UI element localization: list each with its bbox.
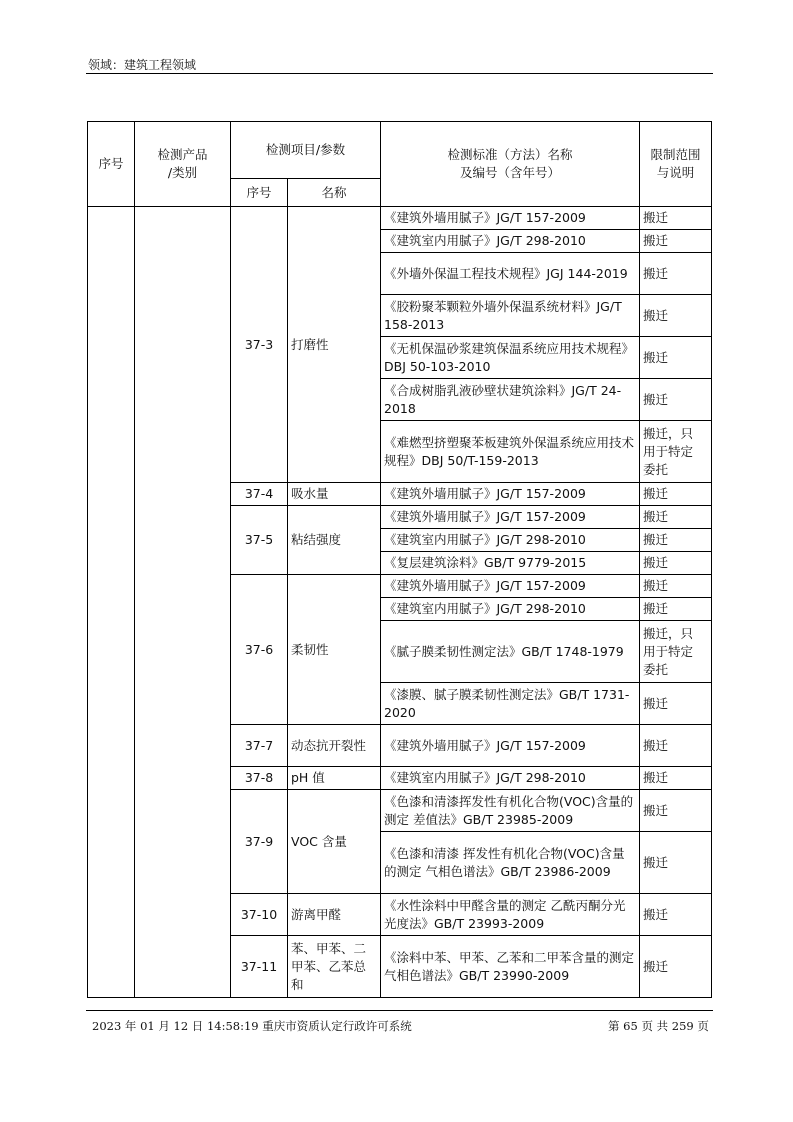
limit-cell: 搬迁 [640,253,712,295]
footer-rule [86,1010,713,1011]
page-header-domain: 领域：建筑工程领域 [88,58,197,72]
limit-cell: 搬迁，只 用于特定 委托 [640,621,712,683]
standard-cell: 《胶粉聚苯颗粒外墙外保温系统材料》JG/T 158-2013 [381,295,640,337]
head-item-name: 名称 [288,179,381,207]
standard-cell: 《色漆和清漆 挥发性有机化合物(VOC)含量的测定 气相色谱法》GB/T 23986-2009 [381,832,640,894]
standard-cell: 《涂料中苯、甲苯、乙苯和二甲苯含量的测定 气相色谱法》GB/T 23990-2009 [381,936,640,998]
head-seq: 序号 [88,122,135,207]
item-name: 吸水量 [288,483,381,506]
standard-cell: 《合成树脂乳液砂壁状建筑涂料》JG/T 24-2018 [381,379,640,421]
item-seq: 37-9 [231,790,288,894]
cell-seq-empty [88,207,135,998]
head-limit: 限制范围 与说明 [640,122,712,207]
standard-cell: 《水性涂料中甲醛含量的测定 乙酰丙酮分光光度法》GB/T 23993-2009 [381,894,640,936]
limit-cell: 搬迁，只 用于特定 委托 [640,421,712,483]
limit-cell: 搬迁 [640,598,712,621]
standard-cell: 《漆膜、腻子膜柔韧性测定法》GB/T 1731-2020 [381,683,640,725]
item-name: 游离甲醛 [288,894,381,936]
item-name: 苯、甲苯、二甲苯、乙苯总和 [288,936,381,998]
standard-cell: 《建筑室内用腻子》JG/T 298-2010 [381,598,640,621]
item-name: 打磨性 [288,207,381,483]
standard-cell: 《建筑外墙用腻子》JG/T 157-2009 [381,725,640,767]
limit-cell: 搬迁 [640,552,712,575]
header-rule [86,73,713,74]
limit-cell: 搬迁 [640,790,712,832]
head-item-group: 检测项目/参数 [231,122,381,179]
limit-cell: 搬迁 [640,575,712,598]
inspection-table [87,121,712,998]
item-seq: 37-7 [231,725,288,767]
item-seq: 37-3 [231,207,288,483]
item-name: 动态抗开裂性 [288,725,381,767]
limit-cell: 搬迁 [640,337,712,379]
limit-cell: 搬迁 [640,725,712,767]
standard-cell: 《外墙外保温工程技术规程》JGJ 144-2019 [381,253,640,295]
limit-cell: 搬迁 [640,936,712,998]
item-seq: 37-6 [231,575,288,725]
limit-cell: 搬迁 [640,506,712,529]
item-seq: 37-8 [231,767,288,790]
standard-cell: 《腻子膜柔韧性测定法》GB/T 1748-1979 [381,621,640,683]
standard-cell: 《难燃型挤塑聚苯板建筑外保温系统应用技术规程》DBJ 50/T-159-2013 [381,421,640,483]
limit-cell: 搬迁 [640,379,712,421]
standard-cell: 《建筑外墙用腻子》JG/T 157-2009 [381,483,640,506]
footer-timestamp: 2023 年 01 月 12 日 14:58:19 重庆市资质认定行政许可系统 [92,1019,412,1033]
item-name: 粘结强度 [288,506,381,575]
item-name: 柔韧性 [288,575,381,725]
limit-cell: 搬迁 [640,230,712,253]
item-name: pH 值 [288,767,381,790]
head-item-seq: 序号 [231,179,288,207]
limit-cell: 搬迁 [640,767,712,790]
limit-cell: 搬迁 [640,483,712,506]
item-name: VOC 含量 [288,790,381,894]
item-seq: 37-10 [231,894,288,936]
head-standard: 检测标准（方法）名称 及编号（含年号） [381,122,640,207]
cell-category-empty [135,207,231,998]
limit-cell: 搬迁 [640,683,712,725]
item-seq: 37-11 [231,936,288,998]
item-seq: 37-5 [231,506,288,575]
limit-cell: 搬迁 [640,207,712,230]
standard-cell: 《建筑室内用腻子》JG/T 298-2010 [381,767,640,790]
limit-cell: 搬迁 [640,894,712,936]
standard-cell: 《建筑室内用腻子》JG/T 298-2010 [381,230,640,253]
standard-cell: 《建筑外墙用腻子》JG/T 157-2009 [381,575,640,598]
standard-cell: 《色漆和清漆挥发性有机化合物(VOC)含量的测定 差值法》GB/T 23985-2009 [381,790,640,832]
limit-cell: 搬迁 [640,295,712,337]
limit-cell: 搬迁 [640,529,712,552]
standard-cell: 《建筑外墙用腻子》JG/T 157-2009 [381,506,640,529]
standard-cell: 《复层建筑涂料》GB/T 9779-2015 [381,552,640,575]
standard-cell: 《无机保温砂浆建筑保温系统应用技术规程》DBJ 50-103-2010 [381,337,640,379]
footer-page-number: 第 65 页 共 259 页 [608,1019,709,1033]
item-seq: 37-4 [231,483,288,506]
head-category: 检测产品 /类别 [135,122,231,207]
standard-cell: 《建筑外墙用腻子》JG/T 157-2009 [381,207,640,230]
standard-cell: 《建筑室内用腻子》JG/T 298-2010 [381,529,640,552]
limit-cell: 搬迁 [640,832,712,894]
